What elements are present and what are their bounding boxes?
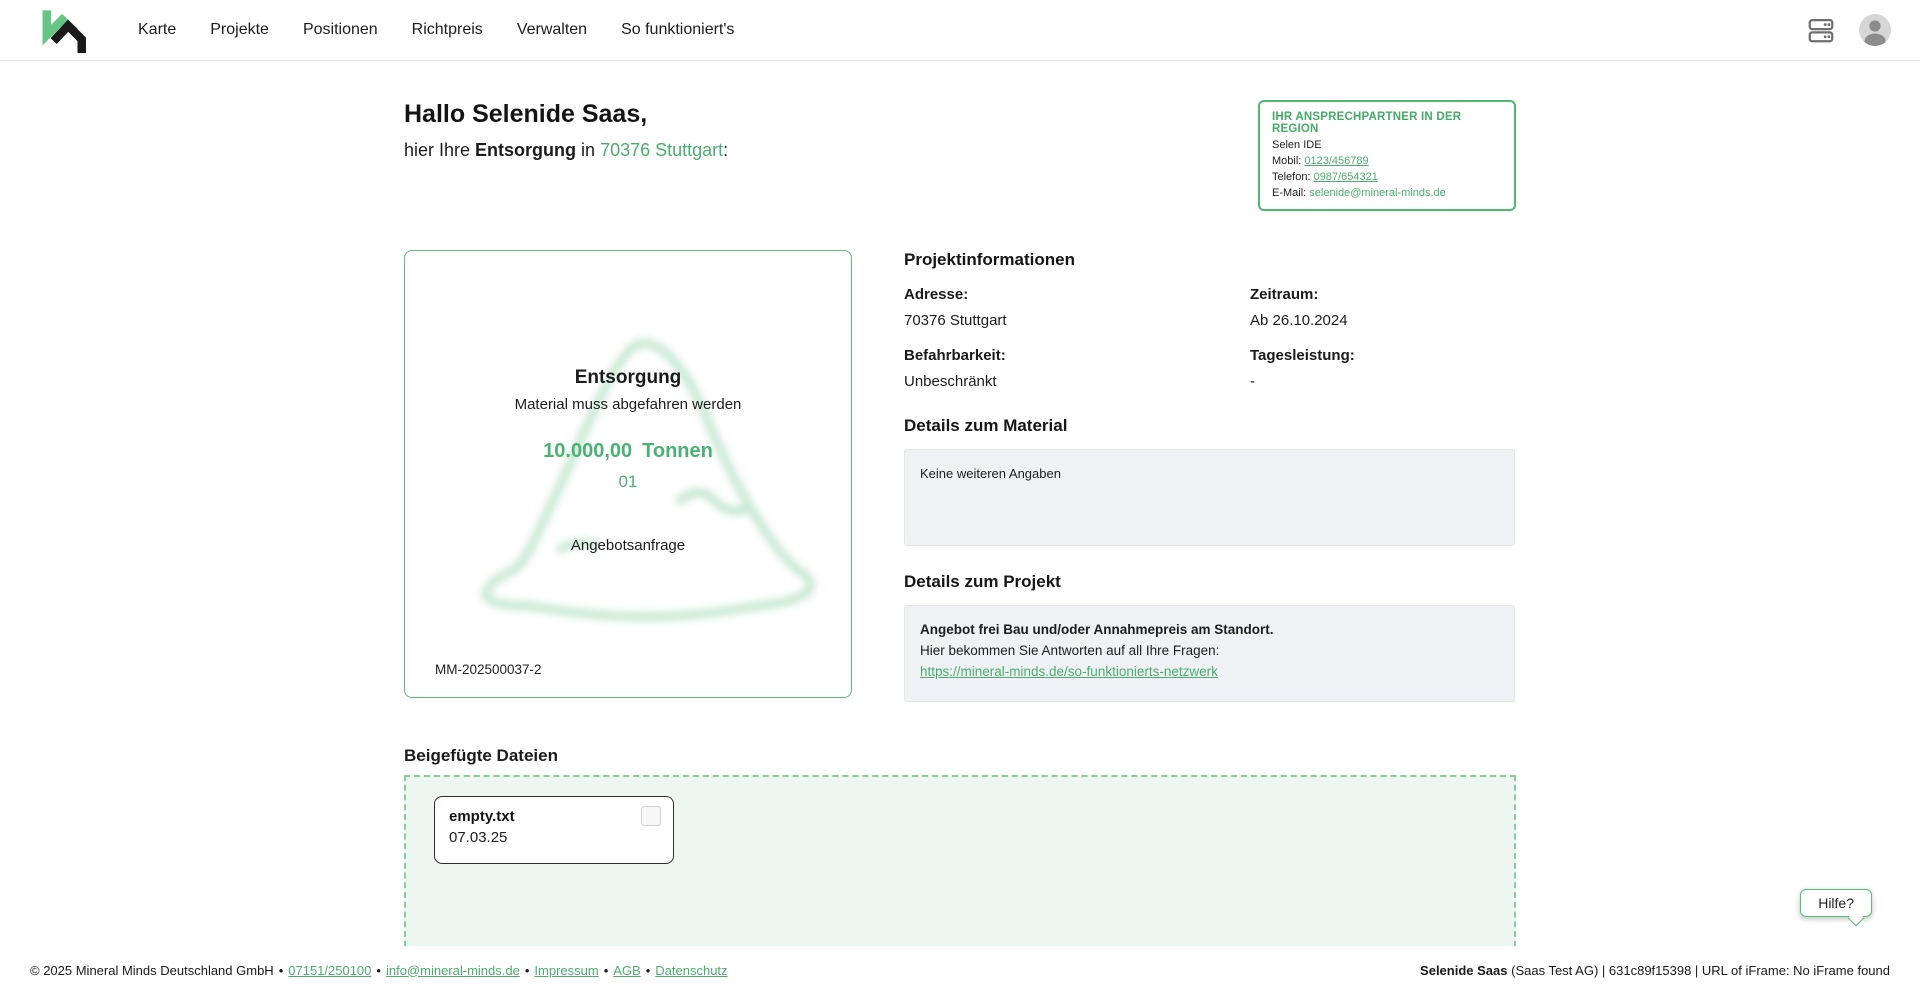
info-field-adresse — [904, 286, 1250, 329]
file-checkbox[interactable] — [641, 806, 661, 826]
info-label: Zeitraum: — [1250, 286, 1319, 303]
amount-unit: Tonnen — [642, 440, 713, 462]
footer-copyright: © 2025 Mineral Minds Deutschland GmbH — [30, 962, 274, 978]
page-title: Hallo Selenide Saas, — [404, 100, 648, 128]
info-value: Ab 26.10.2024 — [1250, 312, 1348, 329]
project-card-status: Angebotsanfrage — [570, 537, 686, 554]
info-label: Tagesleistung: — [1250, 347, 1355, 364]
info-value: Unbeschränkt — [904, 373, 997, 390]
main-content — [404, 61, 1516, 976]
contact-email-line — [1272, 185, 1502, 201]
project-card-amount — [405, 440, 851, 463]
help-button-label: Hilfe? — [1818, 895, 1854, 911]
footer-separator: • — [524, 962, 530, 978]
footer-user-info — [1420, 963, 1890, 978]
top-navbar — [0, 0, 1920, 61]
contact-name: Selen IDE — [1272, 139, 1322, 151]
info-field-tagesleistung — [1250, 347, 1515, 390]
help-button[interactable] — [1800, 889, 1872, 917]
project-details-bold-line: Angebot frei Bau und/oder Annahmepreis am Standort. — [920, 622, 1274, 637]
nav-item-karte[interactable]: Karte — [138, 21, 177, 38]
main-nav — [138, 21, 1806, 39]
files-section-title: Beigefügte Dateien — [404, 746, 558, 765]
footer-user-details: (Saas Test AG) | 631c89f15398 | URL of iFrame: No iFrame found — [1507, 962, 1890, 978]
nav-item-verwalten[interactable]: Verwalten — [516, 21, 588, 38]
navbar-right — [1806, 13, 1892, 47]
info-label: Befahrbarkeit: — [904, 347, 1006, 364]
network-info-link[interactable]: https://mineral-minds.de/so-funktionierts-netzwerk — [920, 664, 1218, 679]
info-field-befahrbarkeit — [904, 347, 1250, 390]
nav-item-projekte[interactable]: Projekte — [210, 21, 269, 38]
contact-title: IHR ANSPRECHPARTNER IN DER REGION — [1272, 111, 1462, 135]
project-info-grid — [904, 286, 1515, 390]
contact-mobile-link[interactable]: 0123/456789 — [1304, 155, 1369, 167]
footer-separator: • — [645, 962, 651, 978]
mineral-minds-logo[interactable] — [40, 5, 86, 55]
material-details-box — [904, 449, 1515, 546]
nav-item-positionen[interactable]: Positionen — [302, 21, 378, 38]
mineral-minds-logo-icon — [40, 5, 86, 55]
project-card[interactable] — [404, 250, 852, 698]
info-field-zeitraum — [1250, 286, 1515, 329]
footer-phone-link[interactable]: 07151/250100 — [288, 962, 372, 978]
contact-phone-link[interactable]: 0987/654321 — [1313, 171, 1378, 183]
subline-suffix: : — [723, 140, 729, 160]
nav-item-richtpreis[interactable]: Richtpreis — [411, 21, 483, 38]
location-link[interactable]: 70376 Stuttgart — [600, 140, 724, 160]
subline-type: Entsorgung — [475, 140, 577, 160]
footer-email-link[interactable]: info@mineral-minds.de — [385, 962, 520, 978]
info-value: 70376 Stuttgart — [904, 312, 1007, 329]
user-avatar-icon[interactable] — [1858, 13, 1892, 47]
server-icon[interactable] — [1806, 15, 1836, 45]
project-details-title: Details zum Projekt — [904, 572, 1061, 591]
project-info-column — [904, 250, 1515, 702]
footer-agb-link[interactable]: AGB — [613, 962, 641, 978]
info-label: Adresse: — [904, 286, 969, 303]
project-card-title: Entsorgung — [574, 367, 682, 388]
footer-left — [30, 963, 728, 978]
project-card-position-number: 01 — [618, 472, 638, 491]
file-date: 07.03.25 — [449, 829, 508, 846]
contact-mobile-line — [1272, 153, 1502, 169]
greeting-subline — [404, 140, 728, 161]
project-card-subtitle: Material muss abgefahren werden — [514, 396, 742, 413]
greeting-block — [404, 100, 728, 161]
file-card[interactable] — [434, 796, 674, 864]
footer — [0, 946, 1920, 994]
contact-email-link[interactable]: selenide@mineral-minds.de — [1309, 187, 1446, 199]
project-card-reference: MM-202500037-2 — [435, 662, 542, 677]
amount-value: 10.000,00 — [543, 440, 633, 462]
project-details-box — [904, 605, 1515, 702]
material-details-content: Keine weiteren Angaben — [920, 466, 1061, 481]
footer-impressum-link[interactable]: Impressum — [534, 962, 599, 978]
nav-item-so-funktionierts[interactable]: So funktioniert's — [621, 21, 735, 38]
contact-email-label: E-Mail: — [1272, 187, 1310, 199]
footer-user-name: Selenide Saas — [1420, 962, 1508, 978]
info-value: - — [1250, 373, 1255, 390]
footer-separator: • — [376, 962, 381, 978]
footer-separator: • — [278, 962, 284, 978]
contact-phone-line — [1272, 169, 1502, 185]
project-details-line: Hier bekommen Sie Antworten auf all Ihre Fragen: — [920, 643, 1220, 658]
footer-separator: • — [603, 962, 609, 978]
contact-phone-label: Telefon: — [1272, 171, 1314, 183]
material-details-title: Details zum Material — [904, 416, 1068, 435]
file-name: empty.txt — [449, 808, 515, 825]
subline-prefix: hier Ihre — [404, 140, 476, 160]
subline-mid: in — [576, 140, 601, 160]
project-info-title: Projektinformationen — [904, 250, 1075, 269]
footer-datenschutz-link[interactable]: Datenschutz — [655, 962, 728, 978]
contact-partner-box — [1258, 100, 1516, 211]
contact-mobile-label: Mobil: — [1272, 155, 1305, 167]
